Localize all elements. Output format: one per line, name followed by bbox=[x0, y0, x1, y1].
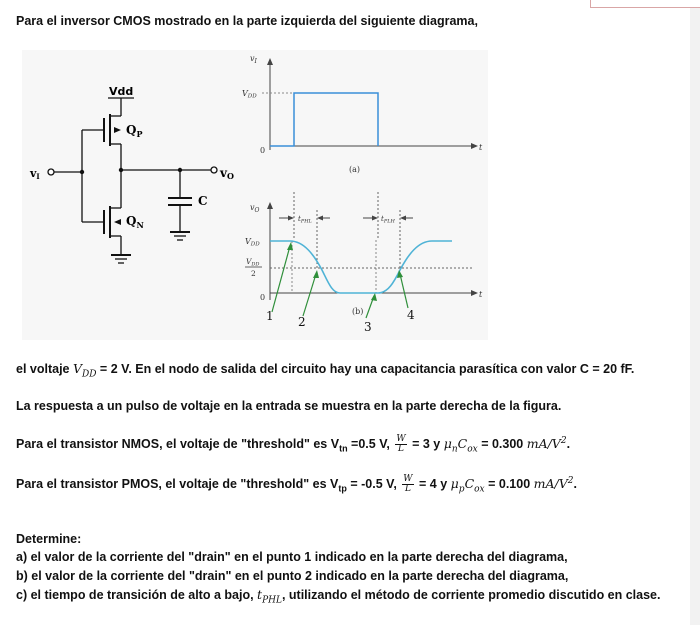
item-b: b) el valor de la corriente del "drain" en el punto 2 indicado en la parte derecha del diagrama, bbox=[16, 569, 569, 583]
input-terminal bbox=[48, 169, 54, 175]
plot-b-tphl: $t_{PHL}$ bbox=[298, 215, 312, 225]
plot-a-y-label: $v_I$ bbox=[250, 54, 257, 65]
figure-svg bbox=[22, 50, 488, 340]
plot-a-caption: (a) bbox=[349, 165, 361, 174]
plot-b-caption: (b) bbox=[352, 307, 364, 316]
vo-label: vO bbox=[220, 166, 234, 181]
item-a: a) el valor de la corriente del "drain" en el punto 1 indicado en la parte derecha del diagrama, bbox=[16, 550, 568, 564]
determine-heading: Determine: bbox=[16, 532, 82, 546]
nmos-wl-fraction: $\frac{W}{L}$ bbox=[396, 434, 406, 455]
plot-b-tplh: $t_{PLH}$ bbox=[381, 215, 395, 225]
gate-junction bbox=[80, 170, 84, 174]
plot-a-vdd-label: VDD bbox=[242, 89, 257, 100]
output-terminal bbox=[211, 167, 217, 173]
plot-b-y-label: $v_O$ bbox=[250, 203, 260, 214]
pmos-line: Para el transistor PMOS, el voltaje de "threshold" es $V_{tp} = -0.5$ V, $\frac{W}{L}$ = 4 y $\mu_pC_{ox} = 0.100$ $mA/V^2$. bbox=[16, 474, 577, 495]
point-1-label: 1 bbox=[266, 309, 274, 323]
cap-junction bbox=[178, 168, 182, 172]
plot-b-half-den: 2 bbox=[251, 269, 256, 278]
plot-b bbox=[267, 192, 478, 318]
plot-a-zero: 0 bbox=[260, 146, 266, 155]
point-2-arrow bbox=[303, 274, 316, 316]
qn-label: $Q_N$ bbox=[126, 214, 144, 230]
point-3-label: 3 bbox=[364, 320, 372, 334]
plot-b-x-label: t bbox=[479, 290, 483, 299]
nmos-line: Para el transistor NMOS, el voltaje de "threshold" es $V_{tn} =0.5$ V, $\frac{W}{L}$ = 3 y $\mu_nC_{ox} = 0.300$ $mA/V^2$. bbox=[16, 434, 571, 455]
item-c: c) el tiempo de transición de alto a bajo, $t_{PHL}$, utilizando el método de corriente promedio discutido en clase. bbox=[16, 587, 661, 606]
cap-label: C bbox=[198, 194, 208, 208]
vdd-label: Vdd bbox=[109, 85, 134, 98]
plot-b-zero: 0 bbox=[260, 293, 266, 302]
vi-label: vI bbox=[30, 167, 40, 181]
plot-a-x-label: t bbox=[479, 143, 483, 152]
plot-b-waveform bbox=[270, 241, 452, 293]
nmos-arrow bbox=[114, 219, 121, 225]
plot-b-half-num: $V_{DD}$ bbox=[246, 257, 260, 268]
plot-a bbox=[262, 58, 478, 150]
response-line: La respuesta a un pulso de voltaje en la entrada se muestra en la parte derecha de la figura. bbox=[16, 399, 562, 413]
pmos-wl-fraction: $\frac{W}{L}$ bbox=[403, 474, 413, 495]
intro-text: Para el inversor CMOS mostrado en la parte izquierda del siguiente diagrama, bbox=[16, 14, 478, 28]
plot-b-vdd-label: VDD bbox=[245, 237, 260, 248]
output-junction bbox=[119, 168, 123, 172]
vdd-line: el voltaje $V_{DD} = 2$ V. En el nodo de salida del circuito hay una capacitancia parasítica con valor C = 20 fF. bbox=[16, 361, 635, 380]
figure-panel bbox=[22, 50, 488, 340]
point-4-label: 4 bbox=[407, 308, 415, 322]
point-4-arrow bbox=[400, 274, 408, 308]
point-2-label: 2 bbox=[298, 315, 306, 329]
plot-a-pulse bbox=[270, 93, 378, 146]
corner-frame bbox=[590, 0, 700, 8]
pmos-arrow bbox=[114, 127, 121, 133]
point-1-arrow bbox=[272, 246, 290, 312]
qp-label: $Q_P$ bbox=[126, 123, 143, 139]
